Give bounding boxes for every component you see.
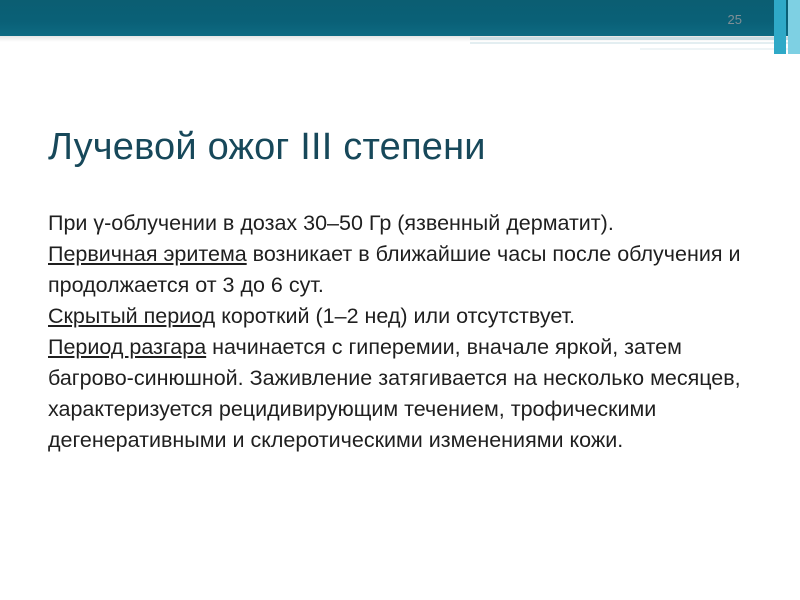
text-primary-erythema: возникает в ближайшие часы после облучения и продолжается от 3 до 6 сут. [48, 242, 741, 297]
paragraph-dose: При γ-облучении в дозах 30–50 Гр (язвенный дерматит). [48, 211, 614, 235]
corner-decoration [772, 0, 800, 54]
accent-line [470, 37, 800, 40]
corner-bar-dark [774, 0, 786, 54]
term-latent-period: Скрытый период [48, 304, 216, 328]
term-primary-erythema: Первичная эритема [48, 242, 247, 266]
slide-number: 25 [727, 12, 742, 27]
paragraph-peak-period [48, 332, 768, 456]
paragraph-primary-erythema [48, 239, 768, 301]
slide-body [48, 208, 768, 456]
accent-line [470, 42, 800, 44]
term-peak-period: Период разгара [48, 335, 207, 359]
text-latent-period: короткий (1–2 нед) или отсутствует. [215, 304, 576, 328]
paragraph-latent-period [48, 301, 768, 332]
text-peak-period: начинается с гиперемии, вначале яркой, затем багрово-синюшной. Заживление затягивается на несколько месяцев, характеризуется рецидивирующим течением, трофическими дегенеративными и склеротическими изменениями кожи. [48, 335, 741, 452]
corner-bar-light [788, 0, 800, 54]
top-banner [0, 0, 800, 36]
slide-title: Лучевой ожог III степени [48, 126, 486, 168]
